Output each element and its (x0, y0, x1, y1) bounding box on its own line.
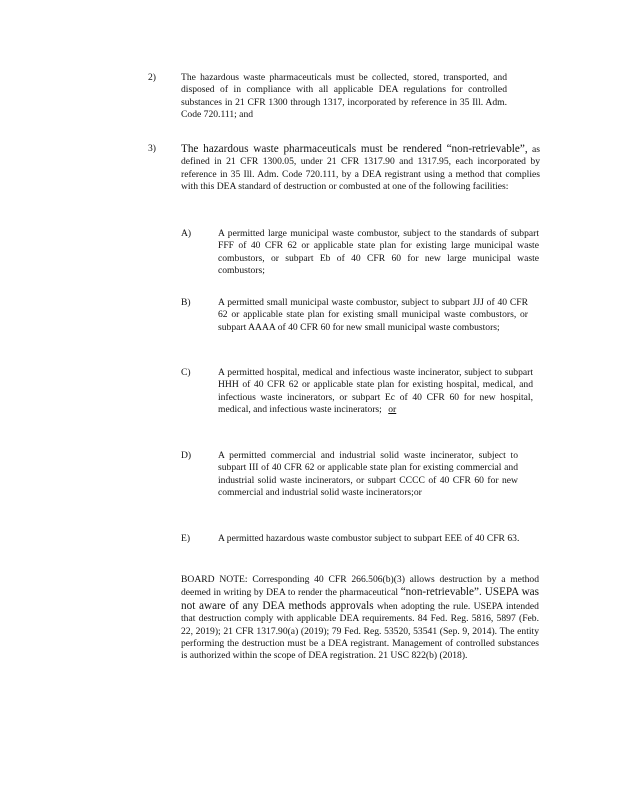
board-note-part3: when adopting the rule. USEPA intended that destruction comply with applicable DEA requirements. 84 Fed. Reg. 5816, 5897 (Feb. 22, 2019); 21 CFR 1317.90(a) (2019); 79 Fed. Reg. 53520, 53541 (Sep. 9, 2014). The entity performing the destruction must be a DEA registrant. Management of controlled substances is authorized within the scope of DEA registration. 21 USC 822(b) (2018). (181, 600, 539, 662)
item-3-number: 3) (148, 143, 156, 154)
board-note-body (181, 574, 539, 663)
subitem-d-text: A permitted commercial and industrial solid waste incinerator, subject to subpart III of 40 CFR 62 or applicable state plan for existing commercial and industrial solid waste incinerators, or subpart CCCC of 40 CFR 60 for new commercial and industrial solid waste incinerators;or (218, 450, 518, 499)
subitem-a-label: A) (181, 228, 192, 239)
subitem-e-label: E) (181, 533, 191, 544)
subitem-c-text: A permitted hospital, medical and infectious waste incinerator, subject to subpart HHH of 40 CFR 62 or applicable state plan for existing hospital, medical, and infectious waste incinerators, or subpart Ec of 40 CFR 60 for new hospital, medical, and infectious waste incinerators; (218, 367, 533, 416)
subitem-d-label: D) (181, 450, 192, 461)
subitem-a-text: A permitted large municipal waste combustor, subject to the standards of subpart FFF of 40 CFR 62 or applicable state plan for existing large municipal waste combustors, or subpart Eb of 40 CFR 60 for new large municipal waste combustors; (218, 228, 539, 277)
subitem-c-label: C) (181, 367, 191, 378)
subitem-b-label: B) (181, 297, 191, 308)
item-3-body (181, 143, 540, 194)
item-3-text: as defined in 21 CFR 1300.05, under 21 CFR 1317.90 and 1317.95, each incorporated by reference in 35 Ill. Adm. Code 720.111, by a DEA registrant using a method that complies with this DEA standard of destruction or combusted at one of the following facilities: (181, 144, 540, 193)
item-2-number: 2) (148, 72, 156, 83)
board-note-part1: BOARD NOTE: Corresponding 40 CFR 266.506(b)(3) allows destruction by a method deemed in writing by DEA to render the pharmaceutical (181, 574, 539, 599)
board-note-part2: “non-retrievable”. USEPA was not aware of any DEA methods approvals (181, 586, 539, 612)
subitem-c-body (218, 367, 533, 417)
item-2-text: The hazardous waste pharmaceuticals must be collected, stored, transported, and disposed of in compliance with all applicable DEA regulations for controlled substances in 21 CFR 1300 through 1317, incorporated by reference in 35 Ill. Adm. Code 720.111; and (181, 72, 507, 121)
subitem-b-text: A permitted small municipal waste combustor, subject to subpart JJJ of 40 CFR 62 or applicable state plan for existing small municipal waste combustors, or subpart AAAA of 40 CFR 60 for new small municipal waste combustors; (218, 297, 528, 333)
item-3-lead: The hazardous waste pharmaceuticals must be rendered “non-retrievable”, (181, 143, 528, 155)
subitem-e-text: A permitted hazardous waste combustor subject to subpart EEE of 40 CFR 63. (218, 533, 520, 544)
subitem-c-inserted-or: or (388, 404, 397, 416)
